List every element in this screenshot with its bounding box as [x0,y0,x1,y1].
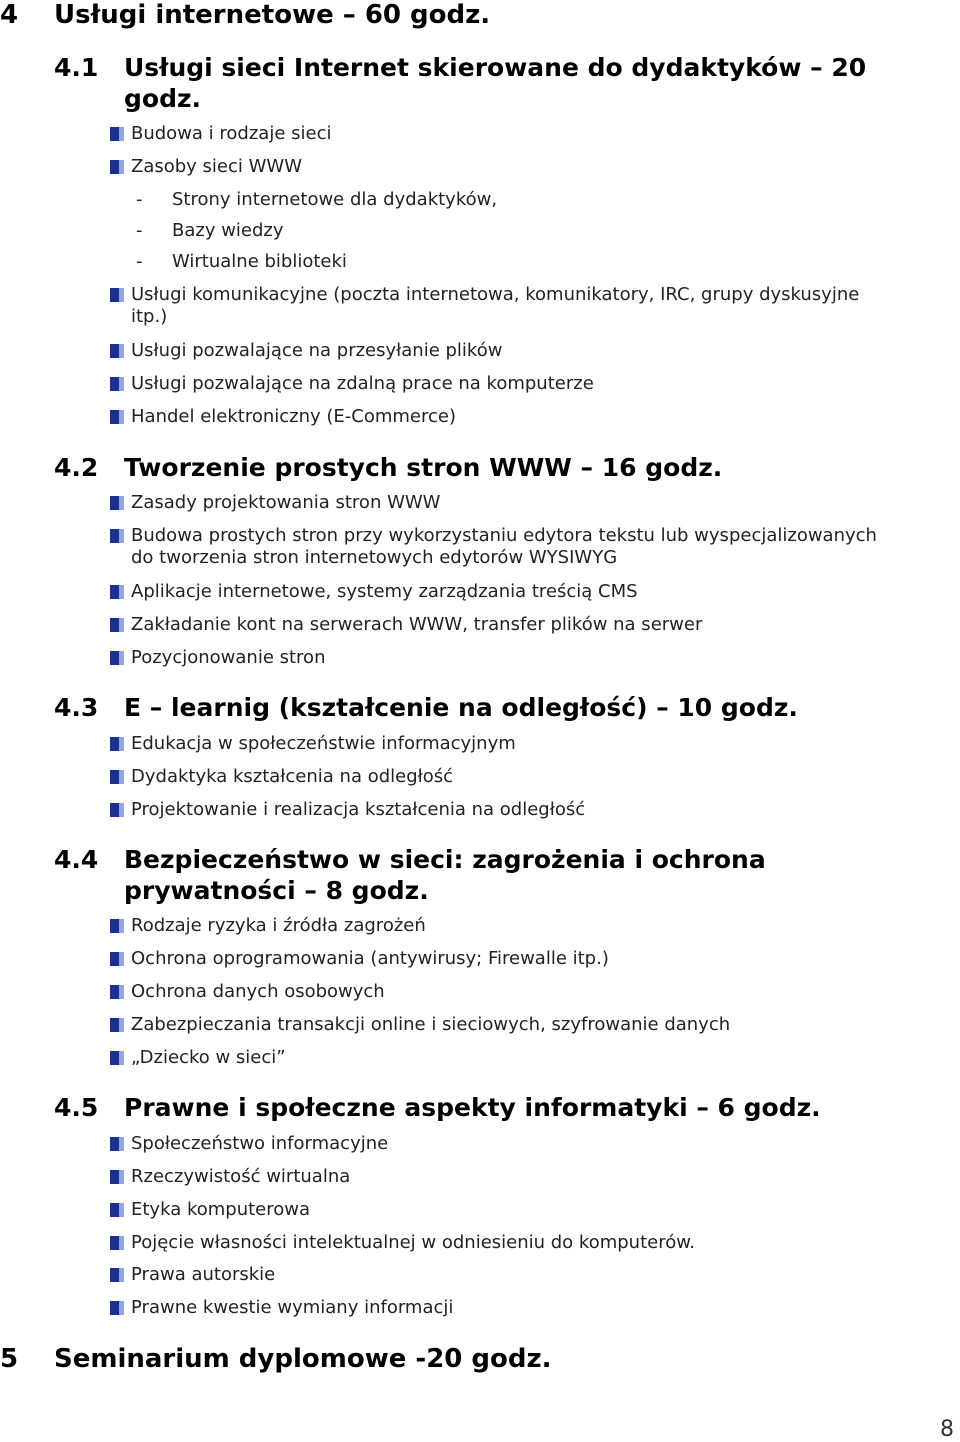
square-bullet-icon [110,803,124,817]
square-bullet-icon [110,1018,124,1032]
section-title: Usługi internetowe – 60 godz. [54,0,491,30]
square-bullet-icon [110,1137,124,1151]
square-bullet-icon [110,985,124,999]
square-bullet-icon [110,127,124,141]
square-bullet-icon [110,737,124,751]
section-title: Usługi sieci Internet skierowane do dydaktyków – 20 godz. [124,53,867,113]
square-bullet-icon [110,770,124,784]
square-bullet-icon [110,1301,124,1315]
section-title: Prawne i społeczne aspekty informatyki – 6 godz. [124,1093,821,1122]
section-title: E – learnig (kształcenie na odległość) – 10 godz. [124,693,798,722]
square-bullet-icon [110,1236,124,1250]
section-number: 5 [0,1344,19,1374]
dash-bullet: - [136,189,143,210]
section-title: Tworzenie prostych stron WWW – 16 godz. [124,453,723,482]
square-bullet-icon [110,496,124,510]
section-number: 4.4 [54,845,99,874]
square-bullet-icon [110,919,124,933]
square-bullet-icon [110,288,124,302]
square-bullet-icon [110,377,124,391]
square-bullet-icon [110,410,124,424]
square-bullet-icon [110,952,124,966]
section-number: 4.3 [54,693,99,722]
square-bullet-icon [110,1170,124,1184]
square-bullet-icon [110,344,124,358]
page-number: 8 [940,1417,954,1442]
section-number: 4.2 [54,453,99,482]
dash-bullet: - [136,251,143,272]
square-bullet-icon [110,585,124,599]
document-page: 4 Usługi internetowe – 60 godz. 4.1 Usługi sieci Internet skierowane do dydaktyków – 20 godz. Budowa i rodzaje sieci Zasoby sieci WWW - Strony internetowe dla dydaktyków, - Bazy wiedzy - Wirtualne biblioteki Usługi komunikacyjne (poczta internetowa, komunikatory, IRC, grupy dyskusyjne itp.) Usługi pozwalające na przesyłanie plików Usługi pozwalające na zdalną prace na komputerze Handel elektroniczny (E-Commerce) 4.2 Tworzenie prostych stron WWW – 16 godz. Zasady projektowania stron WWW Budowa prostych stron przy wykorzystaniu edytora tekstu lub wyspecjalizowanych do tworzenia stron internetowych edytorów WYSIWYG Aplikacje internetowe, systemy zarządzania treścią CMS Zakładanie kont na serwerach WWW, transfer plików na serwer Pozycjonowanie stron 4.3 E – learnig (kształcenie na odległość) – 10 godz. Edukacja w społeczeństwie informacyjnym Dydaktyka kształcenia na odległość Projektowanie i realizacja kształcenia na odległość 4.4 Bezpieczeństwo w sieci: zagrożenia i ochrona prywatności – 8 godz. Rodzaje ryzyka i źródła zagrożeń Ochrona oprogramowania (antywirusy; Firewalle itp.) Ochrona danych osobowych Zabezpieczania transakcji online i sieciowych, szyfrowanie danych „Dziecko w sieci” 4.5 Prawne i społeczne aspekty informatyki – 6 godz. Społeczeństwo informacyjne Rzeczywistość wirtualna Etyka komputerowa Pojęcie własności intelektualnej w odniesieniu do komputerów. Prawa autorskie Prawne kwestie wymiany informacji 5 Seminarium dyplomowe -20 godz. 8 [0,0,954,1442]
square-bullet-icon [110,1051,124,1065]
dash-bullet: - [136,220,143,241]
square-bullet-icon [110,651,124,665]
section-number: 4 [0,0,19,30]
section-title: Bezpieczeństwo w sieci: zagrożenia i ochrona prywatności – 8 godz. [124,845,766,905]
square-bullet-icon [110,529,124,543]
section-number: 4.5 [54,1093,99,1122]
section-number: 4.1 [54,53,99,82]
square-bullet-icon [110,1203,124,1217]
section-title: Seminarium dyplomowe -20 godz. [54,1344,552,1374]
square-bullet-icon [110,618,124,632]
square-bullet-icon [110,160,124,174]
square-bullet-icon [110,1268,124,1282]
